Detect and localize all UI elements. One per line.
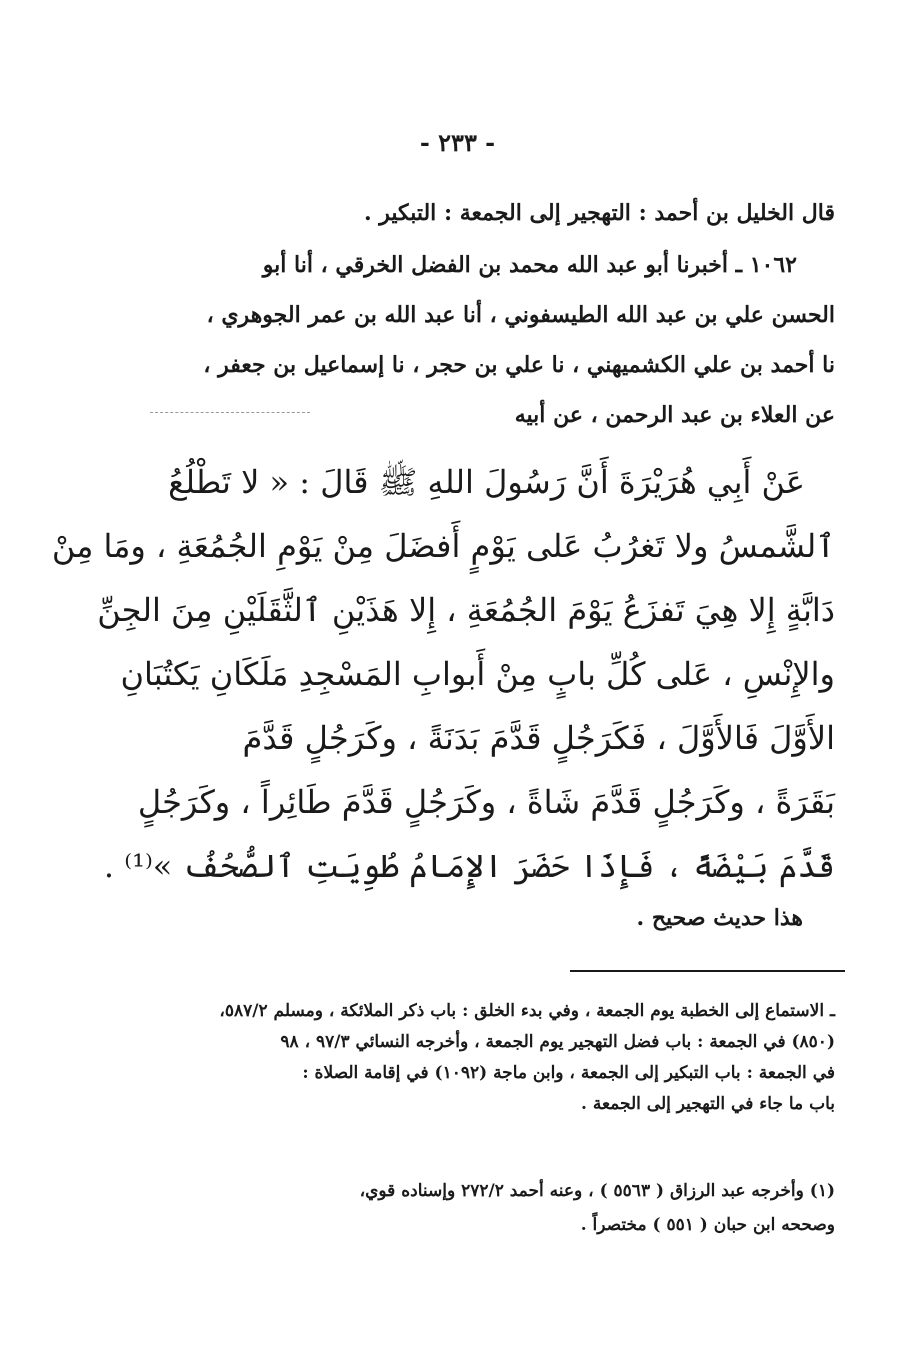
footnote-divider xyxy=(570,970,845,972)
isnad-line: الحسن علي بن عبد الله الطيسفوني ، أنا عبد الله بن عمر الجوهري ، xyxy=(206,302,835,328)
footnote-1 xyxy=(135,1174,835,1242)
hadith-text xyxy=(51,450,835,898)
hadith-grading: هذا حديث صحيح . xyxy=(636,905,803,931)
hadith-line: ٱلشَّمسُ ولا تَغرُبُ عَلى يَوْمٍ أَفضَلَ مِنْ يَوْمِ الجُمُعَةِ ، ومَا مِنْ xyxy=(51,527,835,565)
isnad-paragraph xyxy=(155,240,835,440)
faint-divider xyxy=(150,412,310,413)
intro-line: قال الخليل بن أحمد : التهجير إلى الجمعة : التبكير . xyxy=(363,200,835,226)
hadith-line: دَابَّةٍ إِلا هِيَ تَفزَعُ يَوْمَ الجُمُعَةِ ، إِلا هَذَيْنِ ٱلثَّقَلَيْنِ مِنَ الجِنِّ xyxy=(97,591,835,629)
footnote-line: في الجمعة : باب التبكير إلى الجمعة ، وابن ماجة (١٠٩٢) في إقامة الصلاة : xyxy=(302,1063,835,1083)
footnote-line: ـ الاستماع إلى الخطبة يوم الجمعة ، وفي بدء الخلق : باب ذكر الملائكة ، ومسلم ٥٨٧/٢، xyxy=(219,1001,835,1021)
hadith-line: الأَوَّلَ فَالأَوَّلَ ، فَكَرَجُلٍ قَدَّمَ بَدَنَةً ، وكَرَجُلٍ قَدَّمَ xyxy=(242,719,835,757)
isnad-line: نا أحمد بن علي الكشميهني ، نا علي بن حجر ، نا إسماعيل بن جعفر ، xyxy=(203,352,835,378)
hadith-line: قَدَّمَ بَيْضَةً ، فَإِذَا حَضَرَ الإِمَامُ طُوِيَتِ ٱلصُّحُفُ »⁽¹⁾ . xyxy=(103,847,835,885)
hadith-line: عَنْ أَبِي هُرَيْرَةَ أَنَّ رَسُولَ اللهِ ﷺ قَالَ : « لا تَطْلُعُ xyxy=(168,463,805,501)
page-number: - ٢٣٣ - xyxy=(419,128,496,157)
footnote-line: باب ما جاء في التهجير إلى الجمعة . xyxy=(581,1094,835,1114)
isnad-line: عن العلاء بن عبد الرحمن ، عن أبيه xyxy=(514,402,835,428)
footnote-continuation xyxy=(135,996,835,1120)
footnote-line: (٨٥٠) في الجمعة : باب فضل التهجير يوم الجمعة ، وأخرجه النسائي ٩٧/٣ ، ٩٨ xyxy=(280,1032,835,1052)
footnote-line: (١) وأخرجه عبد الرزاق ( ٥٥٦٣ ) ، وعنه أحمد ٢٧٢/٢ وإسناده قوي، xyxy=(359,1181,835,1201)
hadith-line: بَقَرَةً ، وكَرَجُلٍ قَدَّمَ شَاةً ، وكَرَجُلٍ قَدَّمَ طَائِراً ، وكَرَجُلٍ xyxy=(137,783,835,821)
isnad-line: ١٠٦٢ ـ أخبرنا أبو عبد الله محمد بن الفضل الخرقي ، أنا أبو xyxy=(262,252,797,278)
intro-paragraph xyxy=(155,193,835,233)
hadith-line: والإِنْسِ ، عَلى كُلِّ بابٍ مِنْ أَبوابِ المَسْجِدِ مَلَكَانِ يَكتُبَانِ xyxy=(120,655,835,693)
footnote-line: وصححه ابن حبان ( ٥٥١ ) مختصراً . xyxy=(580,1215,835,1235)
